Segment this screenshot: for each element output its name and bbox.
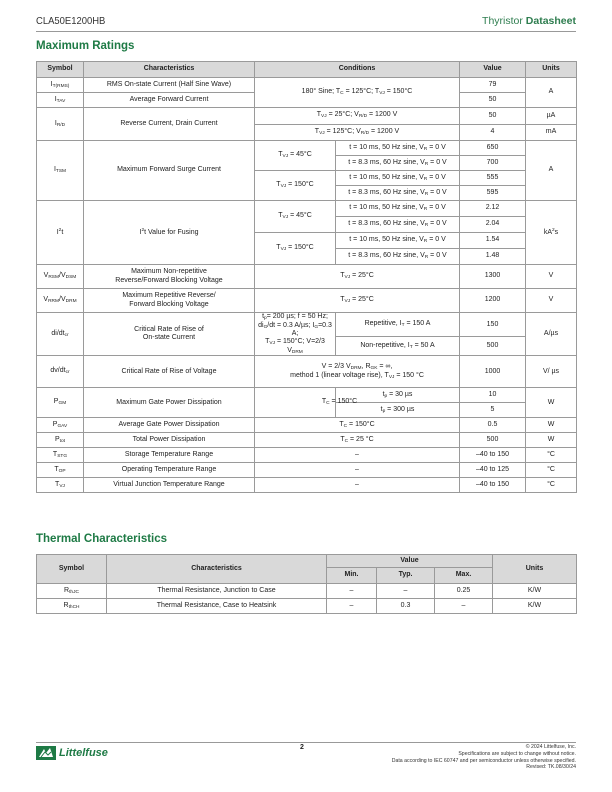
- header-divider: [36, 31, 576, 32]
- col-symbol: Symbol: [37, 62, 84, 78]
- table-row: [37, 463, 577, 478]
- value-cell: 0.5: [460, 418, 526, 433]
- characteristic-cell: Critical Rate of Rise of On-state Current: [84, 313, 255, 356]
- value-cell: 10: [460, 388, 526, 403]
- value-cell: –40 to 150: [460, 478, 526, 493]
- unit-cell: W: [526, 418, 577, 433]
- condition-cell: t = 10 ms, 50 Hz sine, $V_R = 0$ V: [336, 233, 460, 249]
- value-cell: 500: [460, 433, 526, 448]
- characteristic-cell: Maximum Forward Surge Current: [84, 141, 255, 201]
- value-cell: 2.12: [460, 201, 526, 217]
- symbol-cell: $R_{thJC}$: [37, 584, 107, 599]
- unit-cell: V/ µs: [526, 356, 577, 388]
- unit-cell: °C: [526, 448, 577, 463]
- doc-category: [482, 15, 576, 27]
- condition-cell: t = 10 ms, 50 Hz sine, $V_R = 0$ V: [336, 141, 460, 156]
- table-row: [37, 478, 577, 493]
- table-row: [37, 313, 577, 337]
- value-cell: 700: [460, 156, 526, 171]
- unit-cell: W: [526, 388, 577, 418]
- unit-cell: V: [526, 265, 577, 289]
- characteristic-cell: Maximum Repetitive Reverse/ Forward Blocking Voltage: [84, 289, 255, 313]
- condition-cell: t = 8.3 ms, 60 Hz sine, $V_R = 0$ V: [336, 186, 460, 201]
- value-cell: –40 to 125: [460, 463, 526, 478]
- table-row: [37, 599, 577, 614]
- temp-condition-cell: $T_{VJ} = 45^\circ C$: [255, 201, 336, 233]
- part-number: CLA50E1200HB: [36, 15, 106, 27]
- condition-cell: –: [255, 448, 460, 463]
- table-row: [37, 265, 577, 289]
- condition-cell: t = 10 ms, 50 Hz sine, $V_R = 0$ V: [336, 201, 460, 217]
- category-label: Thyristor: [482, 15, 523, 27]
- characteristic-cell: Average Gate Power Dissipation: [84, 418, 255, 433]
- doc-type-label: Datasheet: [525, 15, 576, 27]
- typ-cell: 0.3: [377, 599, 435, 614]
- revision-text: Revised: TK.08/30/24: [526, 764, 576, 771]
- table-row: [37, 448, 577, 463]
- condition-cell: t = 8.3 ms, 60 Hz sine, $V_R = 0$ V: [336, 156, 460, 171]
- condition-cell: V = 2/3 $V_{DRM}$, $R_{GK}$ = ∞, method 1 (linear voltage rise), $T_{VJ} = 150$ °C: [255, 356, 460, 388]
- value-cell: 555: [460, 171, 526, 186]
- unit-cell: A: [526, 141, 577, 201]
- unit-cell: °C: [526, 478, 577, 493]
- symbol-cell: $P_{tot}$: [37, 433, 84, 448]
- table-row: [37, 108, 577, 125]
- page-number: 2: [300, 744, 304, 751]
- col-characteristics: Characteristics: [84, 62, 255, 78]
- condition-cell: $t_p = 30$ µs: [336, 388, 460, 403]
- unit-cell: µA: [526, 108, 577, 125]
- characteristic-cell: Maximum Non-repetitive Reverse/Forward Blocking Voltage: [84, 265, 255, 289]
- characteristic-cell: Storage Temperature Range: [84, 448, 255, 463]
- notice-text: Specifications are subject to change without notice.: [458, 750, 576, 757]
- characteristic-cell: Virtual Junction Temperature Range: [84, 478, 255, 493]
- unit-cell: A/µs: [526, 313, 577, 356]
- symbol-cell: $P_{GM}$: [37, 388, 84, 418]
- max-ratings-table: [36, 61, 577, 493]
- col-symbol: Symbol: [37, 555, 107, 584]
- value-cell: –40 to 150: [460, 448, 526, 463]
- condition-cell: Non-repetitive, $I_T = 50$ A: [336, 337, 460, 356]
- littelfuse-logo-icon: [36, 746, 56, 760]
- value-cell: 1200: [460, 289, 526, 313]
- symbol-cell: $R_{thCH}$: [37, 599, 107, 614]
- characteristic-cell: RMS On-state Current (Half Sine Wave): [84, 78, 255, 93]
- characteristic-cell: Average Forward Current: [84, 93, 255, 108]
- table-row: [37, 433, 577, 448]
- symbol-cell: $di/dt_{cr}$: [37, 313, 84, 356]
- condition-cell: $T_{VJ} = 125^\circ C$; $V_{R/D} = 1200$ V: [255, 124, 460, 141]
- table-row: [37, 356, 577, 388]
- table-row: [37, 201, 577, 217]
- thermal-title: Thermal Characteristics: [36, 533, 168, 545]
- temp-condition-cell: $T_{VJ} = 45^\circ C$: [255, 141, 336, 171]
- symbol-cell: $I_{TAV}$: [37, 93, 84, 108]
- table-row: [37, 584, 577, 599]
- table-row: [37, 78, 577, 93]
- condition-cell: t = 8.3 ms, 60 Hz sine, $V_R = 0$ V: [336, 217, 460, 233]
- value-cell: 79: [460, 78, 526, 93]
- condition-cell: $T_{VJ} = 25^\circ C$; $V_{R/D} = 1200$ V: [255, 108, 460, 125]
- temp-condition-cell: $T_{VJ} = 150^\circ C$: [255, 171, 336, 201]
- condition-cell: $t_p = 300$ µs: [336, 403, 460, 418]
- max-cell: –: [435, 599, 493, 614]
- pgm-condition-label: $T_C = 150^\circ C$: [321, 397, 358, 406]
- value-cell: 650: [460, 141, 526, 156]
- footer-divider: [36, 742, 576, 743]
- col-value: Value: [327, 555, 493, 568]
- symbol-cell: $P_{GAV}$: [37, 418, 84, 433]
- unit-cell: A: [526, 78, 577, 108]
- unit-cell: °C: [526, 463, 577, 478]
- symbol-cell: $V_{RRM}/V_{DRM}$: [37, 289, 84, 313]
- table-header-row: [37, 555, 577, 568]
- value-cell: 4: [460, 124, 526, 141]
- symbol-cell: $I_{R/D}$: [37, 108, 84, 141]
- col-characteristics: Characteristics: [107, 555, 327, 584]
- symbol-cell: $I_{T(RMS)}$: [37, 78, 84, 93]
- symbol-cell: $V_{RSM}/V_{DSM}$: [37, 265, 84, 289]
- characteristic-cell: Operating Temperature Range: [84, 463, 255, 478]
- unit-cell: K/W: [493, 584, 577, 599]
- condition-cell: $T_C = 25$ °C: [255, 433, 460, 448]
- value-cell: 500: [460, 337, 526, 356]
- unit-cell: V: [526, 289, 577, 313]
- characteristic-cell: Critical Rate of Rise of Voltage: [84, 356, 255, 388]
- value-cell: 50: [460, 93, 526, 108]
- condition-cell: –: [255, 478, 460, 493]
- col-conditions: Conditions: [255, 62, 460, 78]
- value-cell: 1.48: [460, 249, 526, 265]
- footer-notice: [392, 744, 576, 771]
- col-typ: Typ.: [377, 568, 435, 584]
- condition-cell: 180° Sine; $T_C = 125^\circ C$; $T_{VJ} = 150^\circ C$: [255, 78, 460, 108]
- condition-cell: $T_{VJ} = 25^\circ C$: [255, 265, 460, 289]
- col-min: Min.: [327, 568, 377, 584]
- condition-cell: t = 8.3 ms, 60 Hz sine, $V_R = 0$ V: [336, 249, 460, 265]
- min-cell: –: [327, 599, 377, 614]
- characteristic-cell: Thermal Resistance, Case to Heatsink: [107, 599, 327, 614]
- value-cell: 5: [460, 403, 526, 418]
- unit-cell: W: [526, 433, 577, 448]
- table-row: [37, 141, 577, 156]
- value-cell: 1300: [460, 265, 526, 289]
- condition-cell: $T_C = 150^\circ C$: [255, 418, 460, 433]
- condition-cell: $T_{VJ} = 25^\circ C$: [255, 289, 460, 313]
- condition-cell: Repetitive, $I_T = 150$ A: [336, 313, 460, 337]
- characteristic-cell: Maximum Gate Power Dissipation: [84, 388, 255, 418]
- condition-cell: $t_p= 200$ µs; f = 50 Hz; $di_G/dt = 0.3$ A/µs; $I_G=0.3$ A; $T_{VJ} = 150^\circ C$; V=2/3 $V_{DRM}$: [255, 313, 336, 356]
- value-cell: 50: [460, 108, 526, 125]
- value-cell: 1000: [460, 356, 526, 388]
- characteristic-cell: Thermal Resistance, Junction to Case: [107, 584, 327, 599]
- value-cell: 1.54: [460, 233, 526, 249]
- table-header-row: [37, 62, 577, 78]
- min-cell: –: [327, 584, 377, 599]
- value-cell: 2.04: [460, 217, 526, 233]
- table-row: [37, 418, 577, 433]
- notice-text: Data according to IEC 60747 and per semiconductor unless otherwise specified.: [391, 757, 576, 764]
- temp-condition-cell: $T_{VJ} = 150^\circ C$: [255, 233, 336, 265]
- copyright-text: © 2024 Littelfuse, Inc.: [525, 744, 576, 750]
- thermal-table: [36, 554, 577, 614]
- max-ratings-title: Maximum Ratings: [36, 40, 135, 52]
- brand-logo: [36, 746, 108, 760]
- symbol-cell: $dv/dt_{cr}$: [37, 356, 84, 388]
- condition-cell: –: [255, 463, 460, 478]
- condition-cell: t = 10 ms, 50 Hz sine, $V_R = 0$ V: [336, 171, 460, 186]
- value-cell: 595: [460, 186, 526, 201]
- symbol-cell: $T_{STG}$: [37, 448, 84, 463]
- characteristic-cell: Reverse Current, Drain Current: [84, 108, 255, 141]
- brand-name: Littelfuse: [59, 747, 108, 759]
- symbol-cell: $I^2t$: [37, 201, 84, 265]
- symbol-cell: $T_{OP}$: [37, 463, 84, 478]
- col-value: Value: [460, 62, 526, 78]
- characteristic-cell: $I^2t$ Value for Fusing: [84, 201, 255, 265]
- value-cell: 150: [460, 313, 526, 337]
- unit-cell: mA: [526, 124, 577, 141]
- typ-cell: –: [377, 584, 435, 599]
- col-units: Units: [493, 555, 577, 584]
- symbol-cell: $T_{VJ}$: [37, 478, 84, 493]
- max-cell: 0.25: [435, 584, 493, 599]
- characteristic-cell: Total Power Dissipation: [84, 433, 255, 448]
- symbol-cell: $I_{TSM}$: [37, 141, 84, 201]
- col-units: Units: [526, 62, 577, 78]
- unit-cell: $kA^2s$: [526, 201, 577, 265]
- table-row: [37, 289, 577, 313]
- unit-cell: K/W: [493, 599, 577, 614]
- col-max: Max.: [435, 568, 493, 584]
